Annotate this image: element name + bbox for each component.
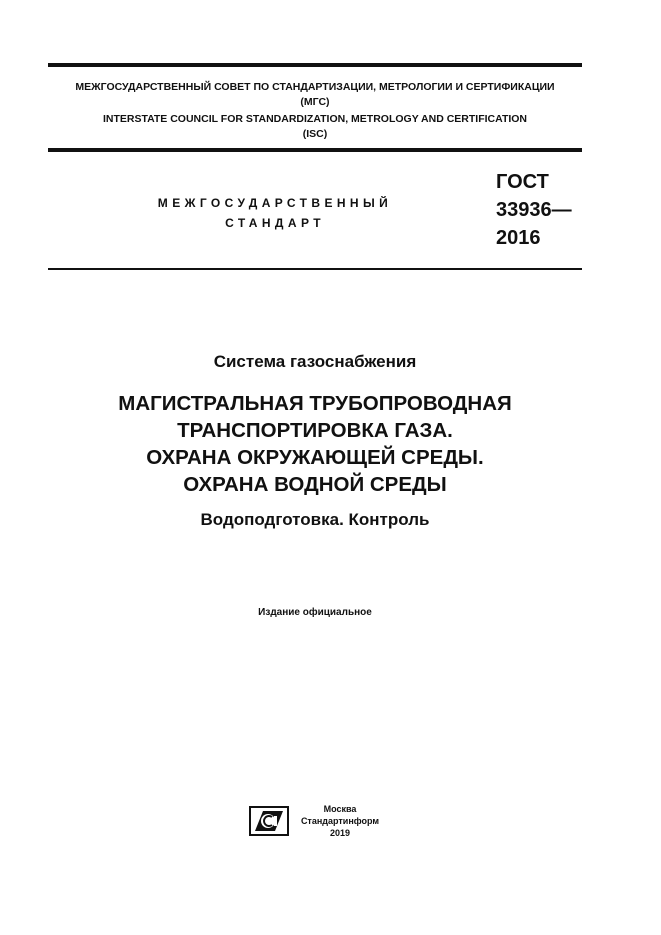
designation-rule <box>48 268 582 270</box>
gost-year: 2016 <box>496 227 541 249</box>
council-name-ru <box>48 80 582 110</box>
council-name-en <box>48 112 582 142</box>
council-ru-line1: МЕЖГОСУДАРСТВЕННЫЙ СОВЕТ ПО СТАНДАРТИЗАЦИИ, МЕТРОЛОГИИ И СЕРТИФИКАЦИИ <box>75 81 555 93</box>
gost-number: 33936— <box>496 199 572 221</box>
subtitle: Водоподготовка. Контроль <box>200 510 430 529</box>
main-title-line2: ТРАНСПОРТИРОВКА ГАЗА. <box>177 419 453 442</box>
standard-type <box>130 193 420 233</box>
publisher-year: 2019 <box>329 828 351 838</box>
publisher-info <box>300 803 380 839</box>
system-title: Система газоснабжения <box>213 352 417 371</box>
top-rule <box>48 63 582 67</box>
edition-note: Издание официальное <box>258 607 372 618</box>
gost-designation <box>496 168 572 252</box>
standartinform-logo-icon <box>249 806 289 836</box>
main-title-line4: ОХРАНА ВОДНОЙ СРЕДЫ <box>183 473 447 496</box>
main-title-line3: ОХРАНА ОКРУЖАЮЩЕЙ СРЕДЫ. <box>146 446 484 469</box>
council-ru-abbr: (МГС) <box>300 96 330 108</box>
council-en-line1: INTERSTATE COUNCIL FOR STANDARDIZATION, METROLOGY AND CERTIFICATION <box>102 113 528 125</box>
header-rule <box>48 148 582 152</box>
council-en-abbr: (ISC) <box>302 128 328 140</box>
standard-type-line2: СТАНДАРТ <box>225 216 325 230</box>
standard-type-line1: МЕЖГОСУДАРСТВЕННЫЙ <box>157 196 393 210</box>
main-title <box>48 390 582 498</box>
gost-label: ГОСТ <box>496 171 549 193</box>
main-title-line1: МАГИСТРАЛЬНАЯ ТРУБОПРОВОДНАЯ <box>118 392 512 415</box>
publisher-city: Москва <box>323 804 357 814</box>
publisher-name: Стандартинформ <box>300 816 380 826</box>
